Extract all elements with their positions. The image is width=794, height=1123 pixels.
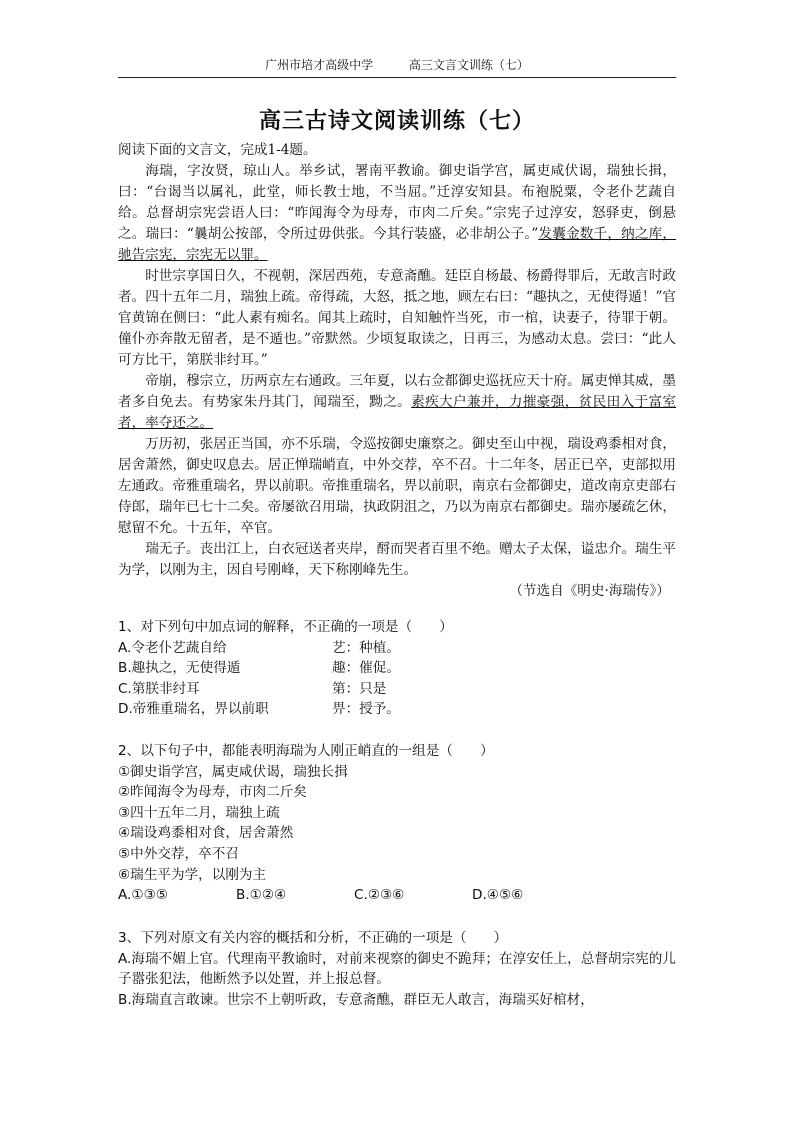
option-row: C.第朕非纣耳 第：只是 [118,680,387,697]
list-item: ③四十五年二月，瑞独上疏 [118,804,280,821]
passage-paragraph-3: 帝崩，穆宗立，历两京左右通政。三年夏，以右佥都御史巡抚应天十府。属吏惮其威，墨者多自免去。有势家朱丹其门，闻瑞至，黝之。素疾大户兼并，力摧豪强，贫民田入于富室者，率夺还之。 [118,373,676,431]
reading-passage [118,140,676,602]
option-row: A.令老仆艺蔬自给 艺：种植。 [118,639,400,656]
choice-a: A.①③⑤ [118,887,168,904]
option-a: A.海瑞不媚上官。代理南平教谕时，对前来视察的御史不跪拜；在淳安任上，总督胡宗宪的儿子嚣张犯法，他断然予以处置，并上报总督。 [118,950,676,988]
passage-paragraph-2: 时世宗享国日久，不视朝，深居西苑，专意斋醮。廷臣自杨最、杨爵得罪后，无敢言时政者。四十五年二月，瑞独上疏。帝得疏，大怒，抵之地，顾左右曰：“趣执之，无使得遁！”官官黄锦在侧曰：“此人素有痴名。闻其上疏时，自知触忤当死，市一棺，诀妻子，待罪于朝。僮仆亦奔散无留者，是不遁也。”帝默然。少顷复取读之，日再三，为感动太息。尝曰：“此人可方比干，第朕非纣耳。” [118,268,676,368]
question-stem: 1、对下列句中加点词的解释，不正确的一项是（ ） [118,619,453,635]
question-2 [118,741,676,906]
passage-source: （节选自《明史·海瑞传》） [509,583,670,599]
choice-d: D.④⑤⑥ [472,887,524,904]
passage-paragraph-1: 海瑞，字汝贤，琼山人。举乡试，署南平教谕。御史诣学宫，属吏咸伏谒，瑞独长揖，曰：“台谒当以属礼，此堂，师长教士地，不当屈。”迁淳安知县。布袍脱粟，令老仆艺蔬自给。总督胡宗宪尝语人曰：“昨闻海令为母寿，市肉二斤矣。”宗宪子过淳安，怒驿吏，倒悬之。瑞曰：“曩胡公按部，令所过毋供张。今其行装盛，必非胡公子。”发囊金数千，纳之库，驰告宗宪，宗宪无以罪。 [118,163,676,263]
choice-b: B.①②④ [236,887,287,904]
option-b: B.海瑞直言敢谏。世宗不上朝听政，专意斋醮，群臣无人敢言，海瑞买好棺材， [118,991,594,1008]
question-stem: 3、下列对原文有关内容的概括和分析，不正确的一项是（ ） [118,930,508,946]
answer-choices [118,885,676,906]
page-header [118,56,676,78]
option-row: D.帝雅重瑞名，畀以前职 畀：授予。 [118,701,400,718]
passage-paragraph-4: 万历初，张居正当国，亦不乐瑞，令巡按御史廉察之。御史至山中视，瑞设鸡黍相对食，居舍萧然，御史叹息去。居正惮瑞峭直，中外交荐，卒不召。十二年冬，居正已卒，吏部拟用左通政。帝雅重瑞名，畀以前职。帝推重瑞名，畀以前职，南京右佥都御史，道改南京吏部右侍郎，瑞年已七十二矣。帝屡欲召用瑞，执政阴沮之，乃以为南京右都御史。瑞亦屡疏乞休，慰留不允。十五年，卒官。 [118,436,676,536]
question-3 [118,928,676,1010]
list-item: ①御史诣学宫，属吏咸伏谒，瑞独长揖 [118,763,348,780]
passage-paragraph-5: 瑞无子。丧出江上，白衣冠送者夹岸，酹而哭者百里不绝。赠太子太保，谥忠介。瑞生平为学，以刚为主，因自号刚峰，天下称刚峰先生。 [118,541,676,578]
choice-c: C.②③⑥ [354,887,405,904]
option-row: B.趣执之，无使得遁 趣：催促。 [118,660,400,677]
list-item: ②昨闻海令为母寿，市肉二斤矣 [118,784,307,801]
underlined-sentence-1: 发囊金数千，纳之库，驰告宗宪，宗宪无以罪。 [118,226,676,263]
header-course: 高三文言文训练（七） [408,58,529,72]
list-item: ④瑞设鸡黍相对食，居舍萧然 [118,825,294,842]
underlined-sentence-2: 素疾大户兼并，力摧豪强，贫民田入于富室者，率夺还之。 [118,394,676,431]
list-item: ⑤中外交荐，卒不召 [118,845,239,862]
question-1 [118,617,676,720]
instruction: 阅读下面的文言文，完成1-4题。 [118,142,317,158]
page-title: 高三古诗文阅读训练（七） [258,108,535,134]
header-school: 广州市培才高级中学 [265,58,374,72]
list-item: ⑥瑞生平为学，以刚为主 [118,866,267,883]
question-stem: 2、以下句子中，都能表明海瑞为人刚正峭直的一组是（ ） [118,743,494,759]
